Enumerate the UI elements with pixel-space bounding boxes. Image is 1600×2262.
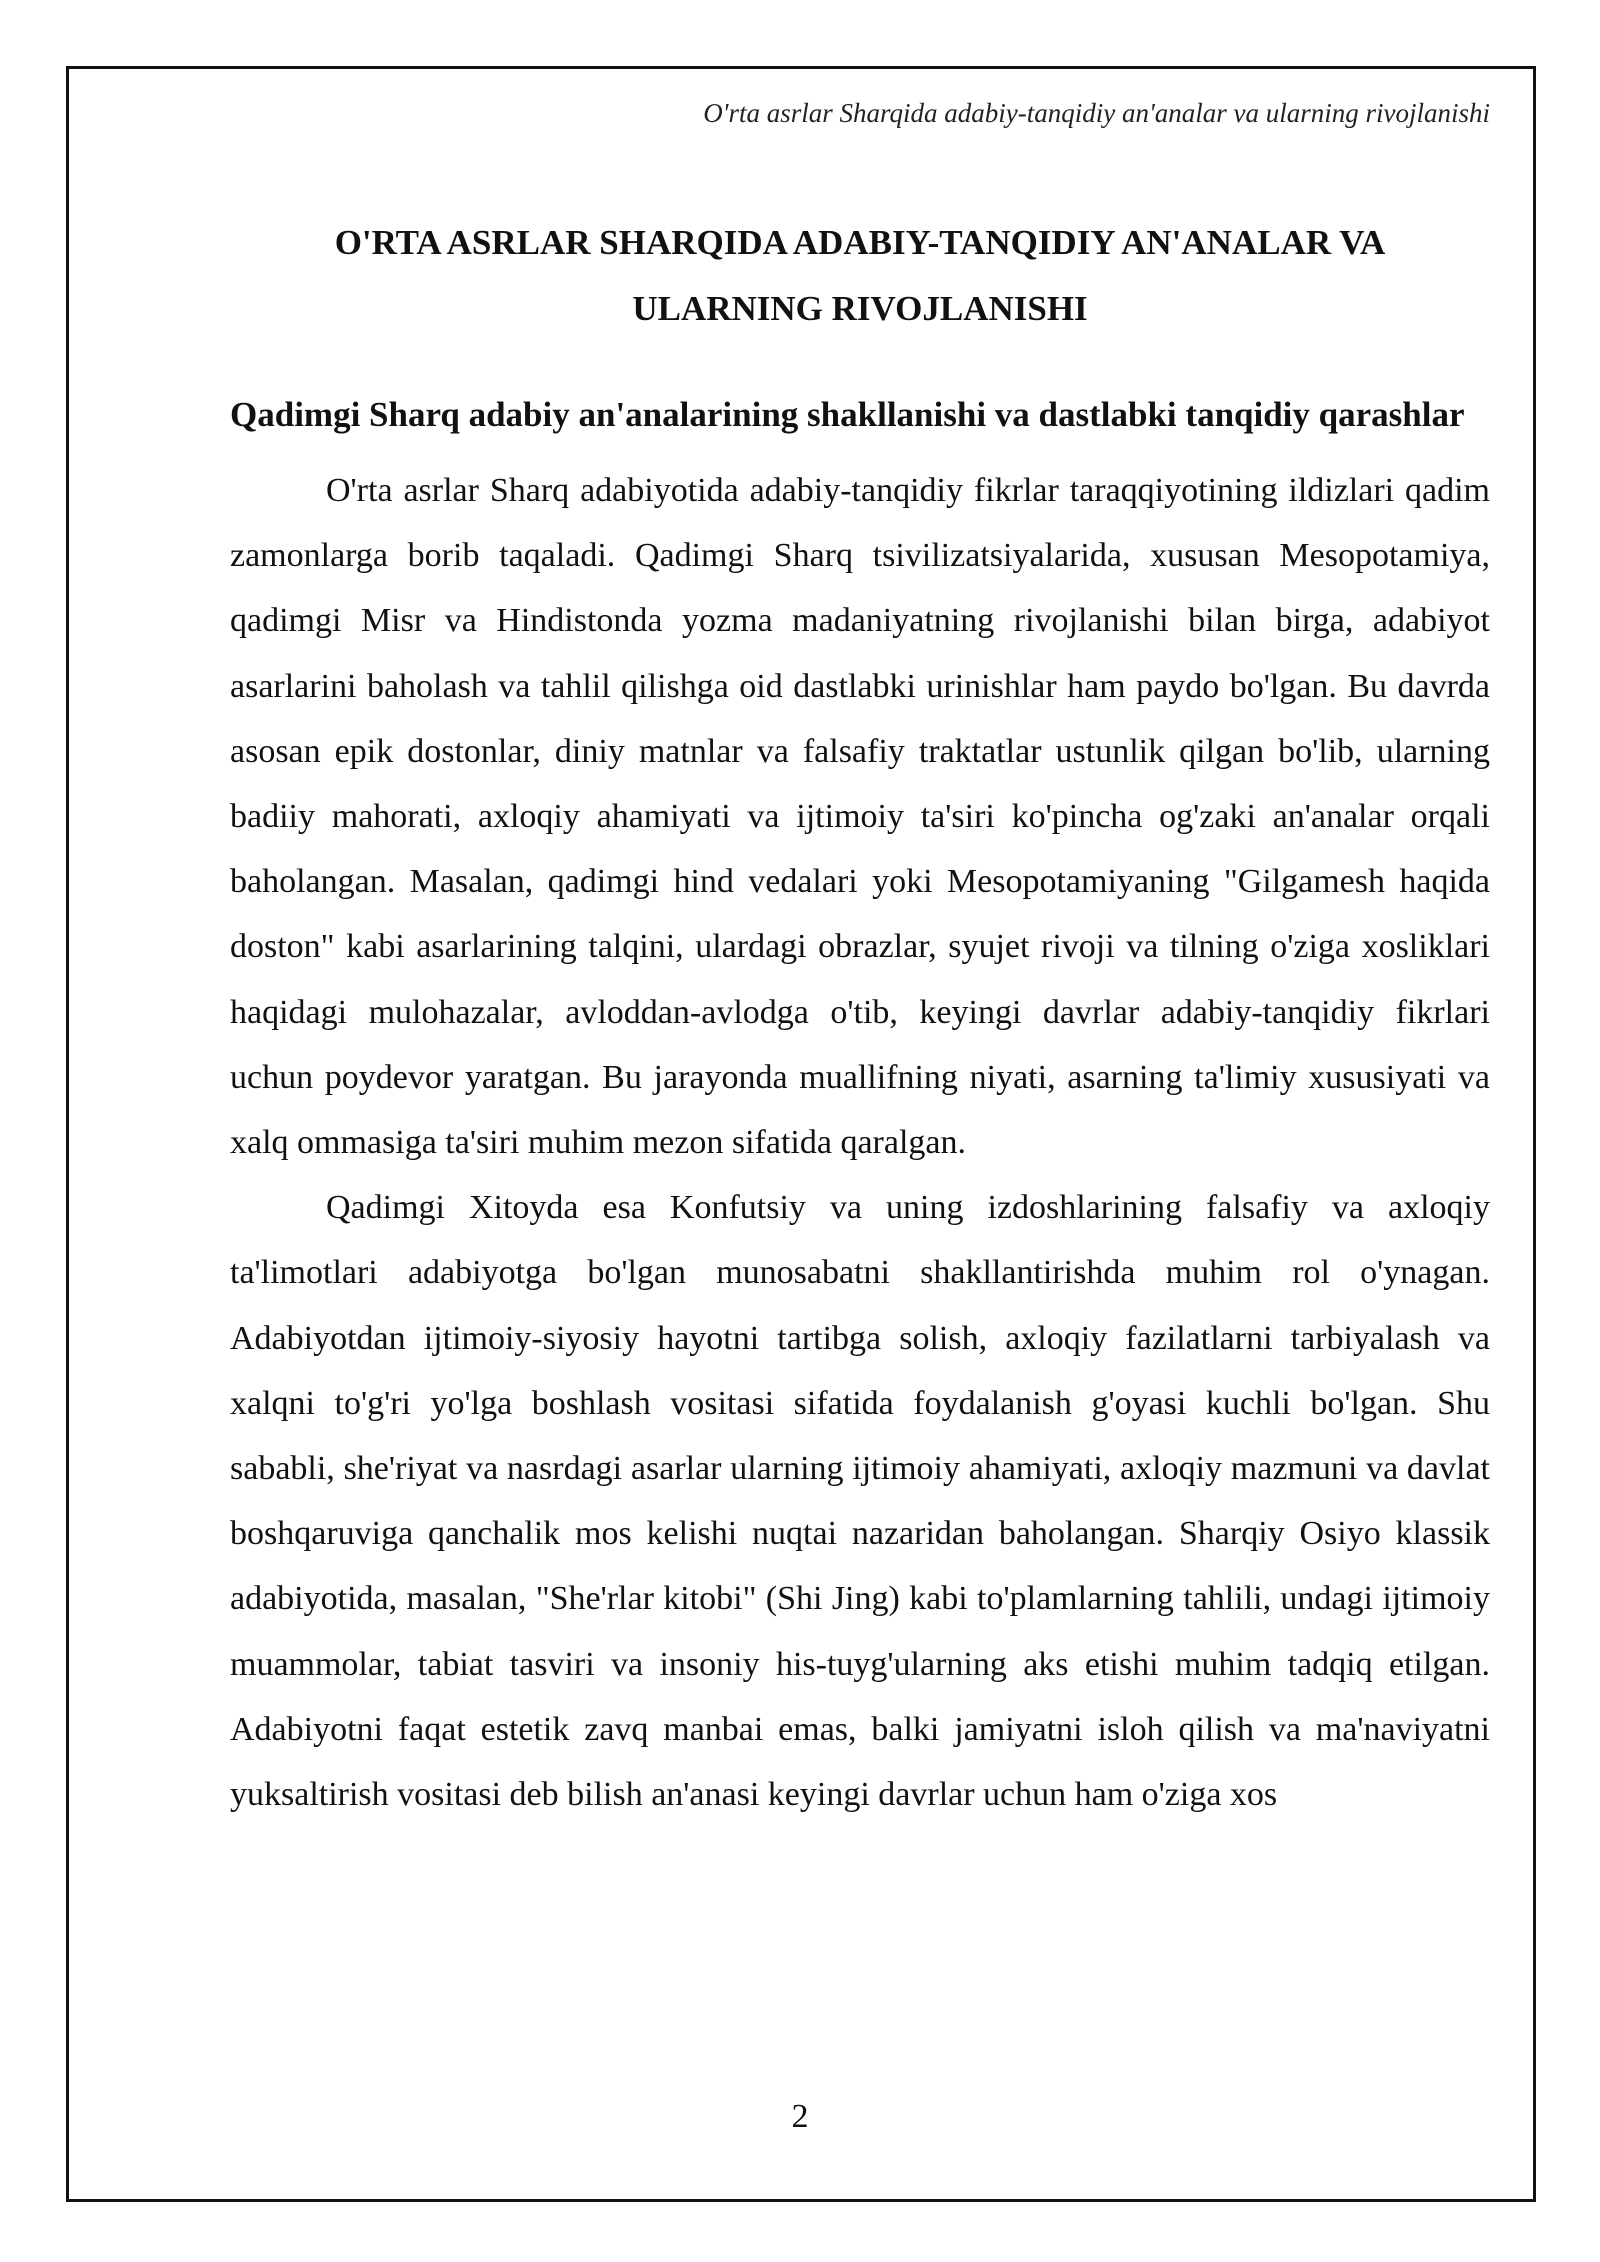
document-title-line-1: O'RTA ASRLAR SHARQIDA ADABIY-TANQIDIY AN'ANALAR VA [334,223,1386,262]
page-number: 2 [791,2098,809,2135]
section-heading: Qadimgi Sharq adabiy an'analarining shakllanishi va dastlabki tanqidiy qarashlar [230,395,1465,434]
document-title [230,210,1490,342]
running-header: O'rta asrlar Sharqida adabiy-tanqidiy an'analar va ularning rivojlanishi [703,98,1490,128]
body-paragraph-2: Qadimgi Xitoyda esa Konfutsiy va uning izdoshlarining falsafiy va axloqiy ta'limotlari adabiyotga bo'lgan munosabatni shakllantirishda muhim rol o'ynagan. Adabiyotdan ijtimoiy-siyosiy hayotni tartibga solish, axloqiy fazilatlarni tarbiyalash va xalqni to'g'ri yo'lga boshlash vositasi sifatida foydalanish g'oyasi kuchli bo'lgan. Shu sababli, she'riyat va nasrdagi asarlar ularning ijtimoiy ahamiyati, axloqiy mazmuni va davlat boshqaruviga qanchalik mos kelishi nuqtai nazaridan baholangan. Sharqiy Osiyo klassik adabiyotida, masalan, "She'rlar kitobi" (Shi Jing) kabi to'plamlarning tahlili, undagi ijtimoiy muammolar, tabiat tasviri va insoniy his-tuyg'ularning aks etishi muhim tadqiq etilgan. Adabiyotni faqat estetik zavq manbai emas, balki jamiyatni isloh qilish va ma'naviyatni yuksaltirish vositasi deb bilish an'anasi keyingi davrlar uchun ham o'ziga xos [230,1189,1490,1814]
document-body [230,382,1490,1827]
document-title-line-2: ULARNING RIVOJLANISHI [632,289,1088,328]
body-paragraph-1: O'rta asrlar Sharq adabiyotida adabiy-tanqidiy fikrlar taraqqiyotining ildizlari qadim zamonlarga borib taqaladi. Qadimgi Sharq tsivilizatsiyalarida, xususan Mesopotamiya, qadimgi Misr va Hindistonda yozma madaniyatning rivojlanishi bilan birga, adabiyot asarlarini baholash va tahlil qilishga oid dastlabki urinishlar ham paydo bo'lgan. Bu davrda asosan epik dostonlar, diniy matnlar va falsafiy traktatlar ustunlik qilgan bo'lib, ularning badiiy mahorati, axloqiy ahamiyati va ijtimoiy ta'siri ko'pincha og'zaki an'analar orqali baholangan. Masalan, qadimgi hind vedalari yoki Mesopotamiyaning "Gilgamesh haqida doston" kabi asarlarining talqini, ulardagi obrazlar, syujet rivoji va tilning o'ziga xosliklari haqidagi mulohazalar, avloddan-avlodga o'tib, keyingi davrlar adabiy-tanqidiy fikrlari uchun poydevor yaratgan. Bu jarayonda muallifning niyati, asarning ta'limiy xususiyati va xalq ommasiga ta'siri muhim mezon sifatida qaralgan. [230,472,1490,1162]
